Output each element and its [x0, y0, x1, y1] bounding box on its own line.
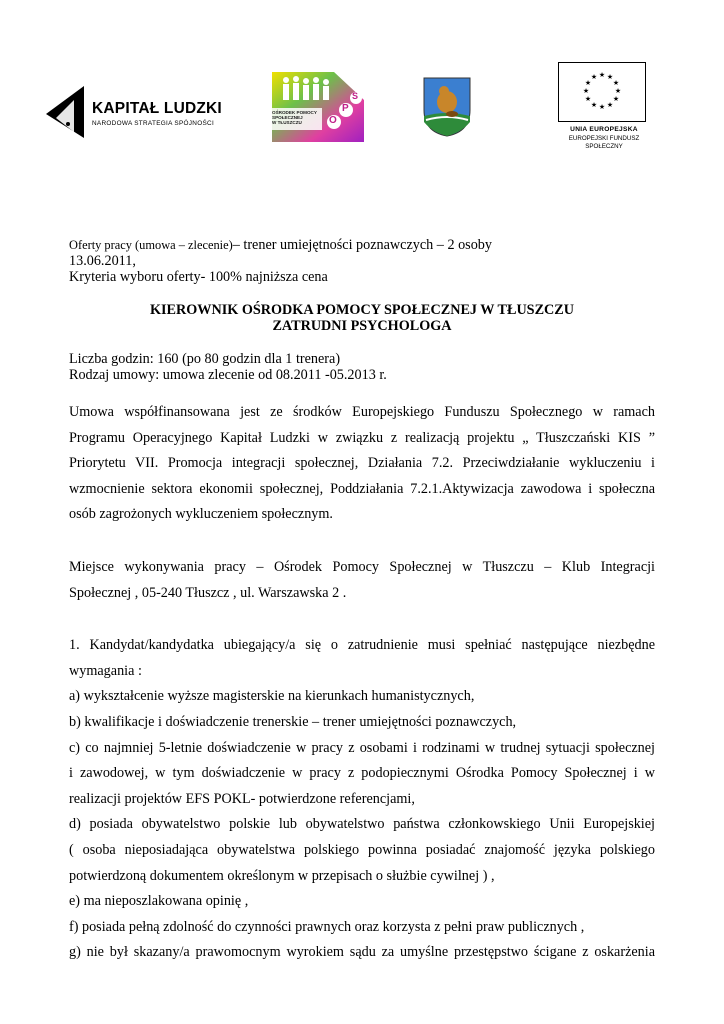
requirements-intro: 1. Kandydat/kandydatka ubiegający/a się o zatrudnienie musi spełniać następujące niezbędne: [69, 637, 655, 654]
ops-letter-p: P: [342, 103, 349, 114]
ops-people-emblem-icon: [272, 72, 364, 142]
eu-title: UNIA EUROPEJSKA: [570, 126, 638, 133]
selection-criteria: Kryteria wyboru oferty- 100% najniższa cena: [69, 269, 328, 285]
eu-flag: [558, 62, 646, 122]
requirement-e: e) ma nieposzlakowana opinię ,: [69, 893, 249, 910]
kapital-ludzki-logo: [44, 84, 244, 144]
requirement-g: g) nie był skazany/a prawomocnym wyrokiem sądu za umyślne przestępstwo ścigane z oskarżenia: [69, 944, 655, 961]
contract-type: Rodzaj umowy: umowa zlecenie od 08.2011 -05.2013 r.: [69, 367, 387, 383]
svg-text:★: ★: [606, 101, 614, 109]
kapital-ludzki-title: KAPITAŁ LUDZKI: [92, 100, 222, 117]
requirement-d: d) posiada obywatelstwo polskie lub obywatelstwo państwa członkowskiego Unii Europejskiej: [69, 816, 655, 833]
svg-text:★: ★: [606, 73, 614, 81]
ops-letter-s: S: [352, 91, 359, 101]
beaver-coat-of-arms-icon: [422, 76, 472, 138]
kapital-ludzki-emblem-icon: [44, 84, 86, 140]
eu-subtitle: EUROPEJSKI FUNDUSZ SPOŁECZNY: [568, 135, 640, 150]
offer-line: [69, 237, 655, 253]
logo-bar: [0, 0, 724, 190]
offer-type: Oferty pracy (umowa – zlecenie): [69, 238, 233, 252]
document-heading-line-1: KIEROWNIK OŚRODKA POMOCY SPOŁECZNEJ W TŁUSZCZU: [150, 302, 574, 318]
svg-text:★: ★: [584, 95, 592, 103]
document-heading-line-2: ZATRUDNI PSYCHOLOGA: [272, 318, 452, 334]
document-body: [69, 237, 655, 966]
svg-text:★: ★: [614, 87, 622, 95]
svg-text:★: ★: [612, 79, 620, 87]
offer-position: – trener umiejętności poznawczych – 2 osoby: [232, 237, 492, 253]
eu-stars-icon: [559, 63, 645, 121]
tluszcz-coat-of-arms: [422, 76, 472, 138]
svg-text:★: ★: [590, 73, 598, 81]
ops-logo-text: OŚRODEK POMOCY SPOŁECZNEJ W TŁUSZCZU: [272, 110, 317, 125]
svg-text:★: ★: [584, 79, 592, 87]
svg-text:★: ★: [598, 71, 606, 79]
ops-tluszcz-logo: [272, 72, 364, 142]
svg-text:★: ★: [598, 103, 606, 111]
svg-text:★: ★: [582, 87, 590, 95]
svg-text:★: ★: [612, 95, 620, 103]
hours-info: Liczba godzin: 160 (po 80 godzin dla 1 trenera): [69, 351, 341, 367]
requirement-b: b) kwalifikacje i doświadczenie trenerskie – trener umiejętności poznawczych,: [69, 713, 517, 730]
requirement-c: c) co najmniej 5-letnie doświadczenie w pracy z osobami i rodzinami w trudnej sytuacji społecznej: [69, 739, 655, 756]
funding-paragraph: Umowa współfinansowana jest ze środków Europejskiego Funduszu Społecznego w ramach Programu Operacyjnego Kapitał Ludzki w związku z realizacją projektu „ Tłuszczański KIS ” Priorytetu VII. Promocja integracji społecznej, Działania 7.2. Przeciwdziałanie wykluczeniu i wzmocnienie sektora ekonomii społecznej, Poddziałania 7.2.1.Aktywizacja zawodowa i społeczna osób zagrożonych wykluczeniem społecznym.: [69, 404, 655, 523]
ops-letter-o: O: [329, 115, 337, 126]
requirement-a: a) wykształcenie wyższe magisterskie na kierunkach humanistycznych,: [69, 688, 475, 705]
kapital-ludzki-subtitle: NARODOWA STRATEGIA SPÓJNOŚCI: [92, 120, 215, 127]
requirement-f: f) posiada pełną zdolność do czynności prawnych oraz korzysta z pełni praw publicznych ,: [69, 918, 585, 935]
workplace-paragraph: Miejsce wykonywania pracy – Ośrodek Pomocy Społecznej w Tłuszczu – Klub Integracji Społecznej , 05-240 Tłuszcz , ul. Warszawska 2 .: [69, 558, 655, 601]
requirements-list: 1. Kandydat/kandydatka ubiegający/a się o zatrudnienie musi spełniać następujące niezbędne wymagania : a) wykształcenie wyższe magisterskie na kierunkach humanistycznych, b) kwalifikacje i doświadczenie trenerskie – trener umiejętności poznawczych, c) co najmniej 5-letnie doświadczenie w pracy z osobami i rodzinami w trudnej sytuacji społecznej i zawodowej, w tym doświadczenie w pracy z podopiecznymi Ośrodka Pomocy Społecznej i w realizacji projektów EFS POKL- potwierdzone referencjami, d) posiada obywatelstwo polskie lub obywatelstwo państwa członkowskiego Unii Europejskiej ( osoba nieposiadająca obywatelstwa polskiego powinna posiadać znajomość języka polskiego potwierdzoną dokumentem określonym w przepisach o służbie cywilnej ) , e) ma nieposzlakowana opinię , f) posiada pełną zdolność do czynności prawnych oraz korzysta z pełni praw publicznych , g) nie był skazany/a prawomocnym wyrokiem sądu za umyślne przestępstwo ścigane z oskarżenia: [69, 633, 655, 966]
offer-date: 13.06.2011,: [69, 253, 136, 269]
svg-text:★: ★: [590, 101, 598, 109]
eu-efs-logo: [546, 58, 662, 158]
